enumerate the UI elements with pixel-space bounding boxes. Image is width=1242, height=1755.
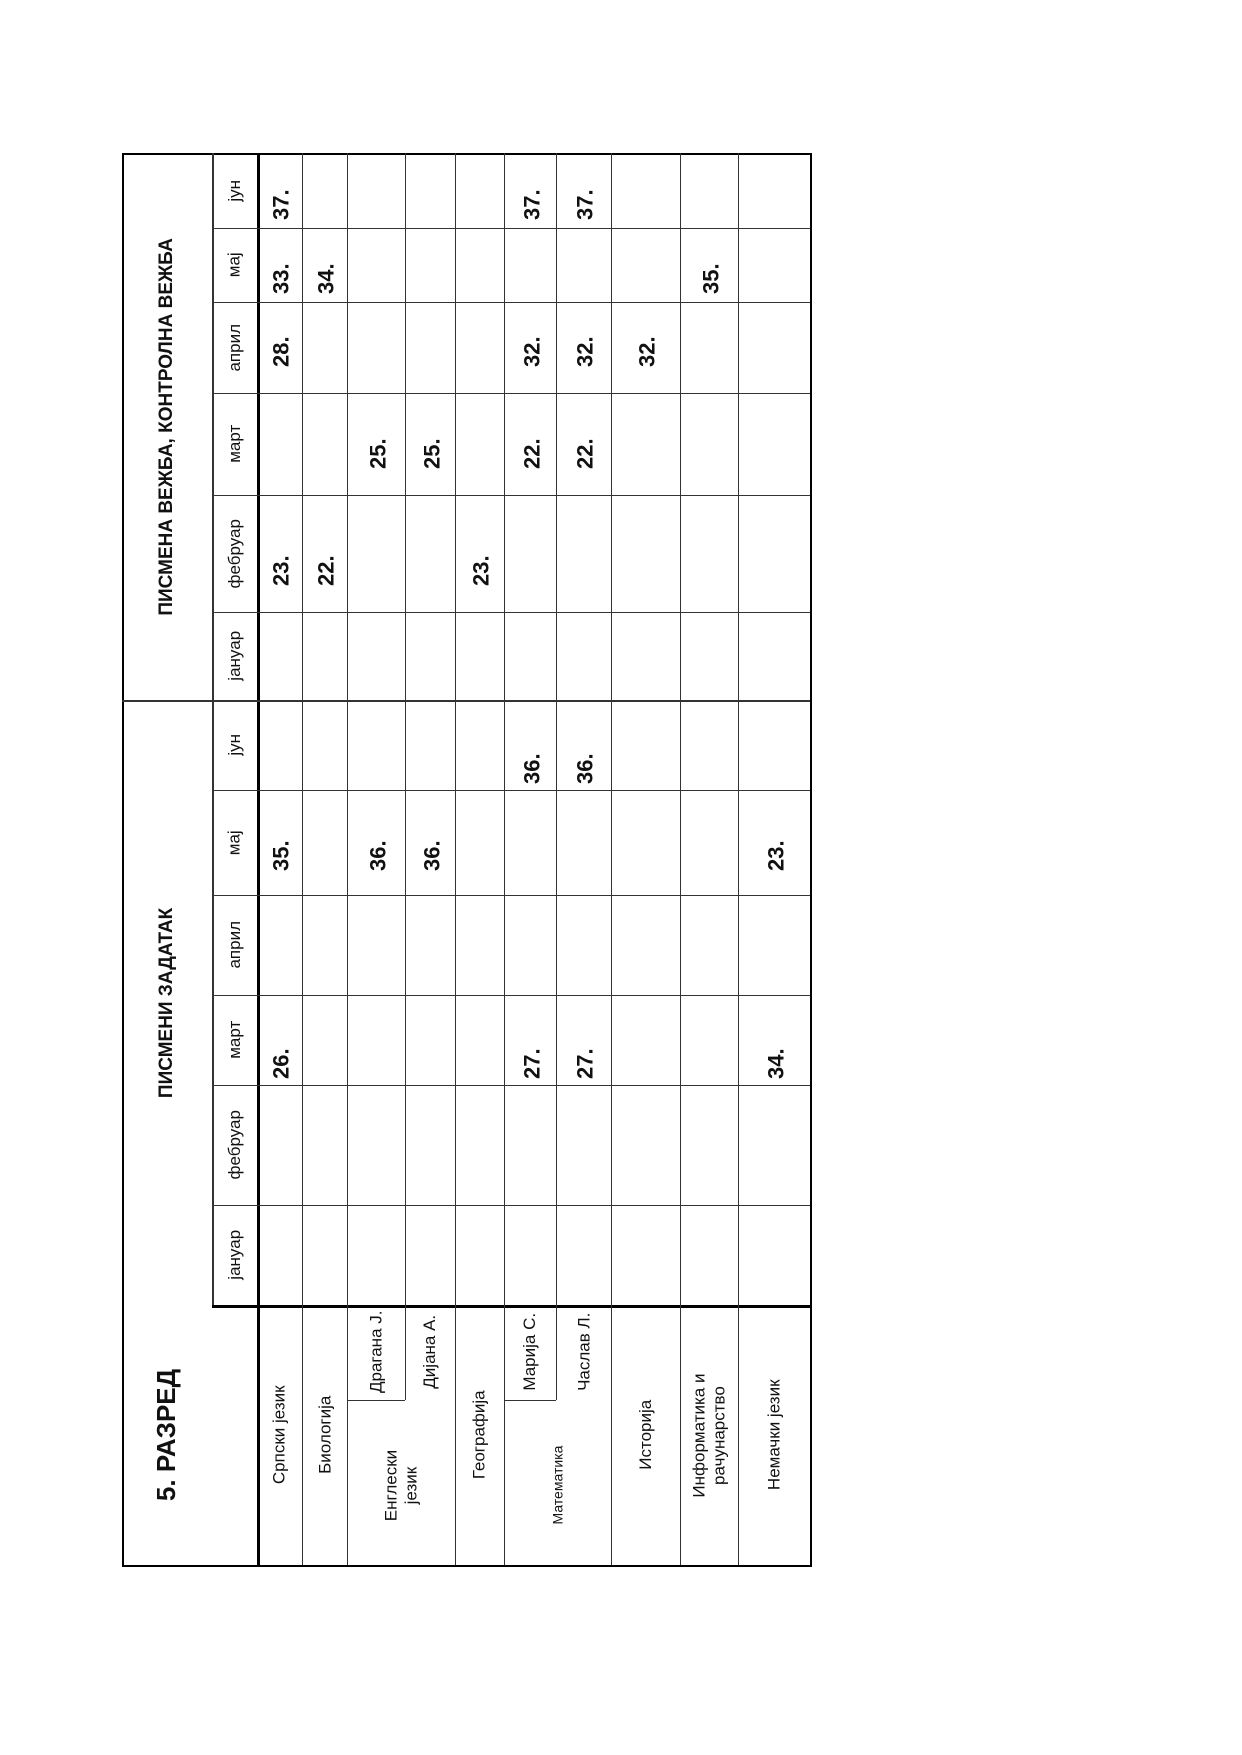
grid-line [257,153,260,1565]
month-label-pv: мај [224,252,244,278]
value-pismena-vezba: 33. [268,262,294,294]
grid-line [347,153,348,1565]
value-pismeni-zadatak: 36. [365,839,391,871]
grid-line [680,153,681,1565]
value-pismeni-zadatak: 34. [763,1047,789,1079]
grade-title: 5. РАЗРЕД [151,1368,182,1502]
value-pismena-vezba: 22. [572,437,598,469]
grid-line [122,700,212,702]
value-pismena-vezba: 28. [268,335,294,367]
month-label-pv: април [224,323,244,372]
section-header-pismena-vezba: ПИСМЕНА ВЕЖБА, КОНТРОЛНА ВЕЖБА [155,237,177,616]
grid-line [504,1400,556,1401]
value-pismena-vezba: 23. [468,554,494,586]
subject-label: Географија [469,1390,489,1480]
grid-line [556,1305,557,1400]
grid-line [405,1305,406,1400]
grid-line [611,153,612,1565]
subject-label: Историја [635,1399,655,1470]
value-pismena-vezba: 22. [313,554,339,586]
month-label-pz: март [224,1020,244,1059]
value-pismeni-zadatak: 26. [268,1047,294,1079]
subject-label: Биологија [314,1395,334,1474]
value-pismena-vezba: 37. [519,188,545,220]
subject-label: Немачки језик [764,1379,784,1491]
grid-line [556,153,557,1305]
grid-line [302,153,303,1565]
subject-label: Математика [549,1445,566,1525]
value-pismena-vezba: 25. [419,437,445,469]
teacher-label: Драгана Ј. [365,1310,385,1394]
value-pismeni-zadatak: 36. [519,752,545,784]
teacher-label: Дијана А. [420,1314,440,1389]
month-label-pz: јун [224,733,244,756]
subject-label: Енглески језик [381,1449,420,1521]
grid-line [405,153,406,1305]
month-label-pz: април [224,921,244,969]
grid-line [122,1565,810,1567]
grid-line [122,153,124,1565]
month-label-pv: јун [224,179,244,202]
value-pismeni-zadatak: 23. [763,839,789,871]
value-pismeni-zadatak: 27. [572,1047,598,1079]
value-pismena-vezba: 32. [519,335,545,367]
subject-label: Информатика и рачунарство [689,1373,728,1498]
grid-line [212,153,214,1305]
month-label-pv: јануар [224,630,244,681]
value-pismeni-zadatak: 36. [419,839,445,871]
value-pismena-vezba: 35. [698,262,724,294]
value-pismena-vezba: 37. [268,188,294,220]
value-pismena-vezba: 37. [572,188,598,220]
grid-line [504,153,505,1565]
value-pismena-vezba: 25. [365,437,391,469]
section-header-pismeni-zadatak: ПИСМЕНИ ЗАДАТАК [156,907,178,1098]
month-label-pz: фебруар [224,1110,244,1180]
value-pismeni-zadatak: 35. [268,839,294,871]
month-label-pv: март [224,424,244,463]
month-label-pv: фебруар [224,518,244,589]
month-label-pz: јануар [224,1229,244,1280]
value-pismena-vezba: 22. [519,437,545,469]
grid-line [122,153,810,155]
grid-line [738,153,739,1565]
value-pismena-vezba: 32. [572,335,598,367]
grid-line [810,153,812,1567]
month-label-pz: мај [224,829,244,855]
grid-line [455,153,456,1565]
teacher-label: Марија С. [520,1312,540,1391]
value-pismeni-zadatak: 36. [572,752,598,784]
value-pismena-vezba: 32. [634,335,660,367]
teacher-label: Часлав Л. [573,1312,593,1391]
grid-line [347,1400,405,1401]
value-pismena-vezba: 23. [268,554,294,586]
value-pismeni-zadatak: 27. [519,1047,545,1079]
subject-label: Српски језик [269,1385,289,1485]
value-pismena-vezba: 34. [313,262,339,294]
